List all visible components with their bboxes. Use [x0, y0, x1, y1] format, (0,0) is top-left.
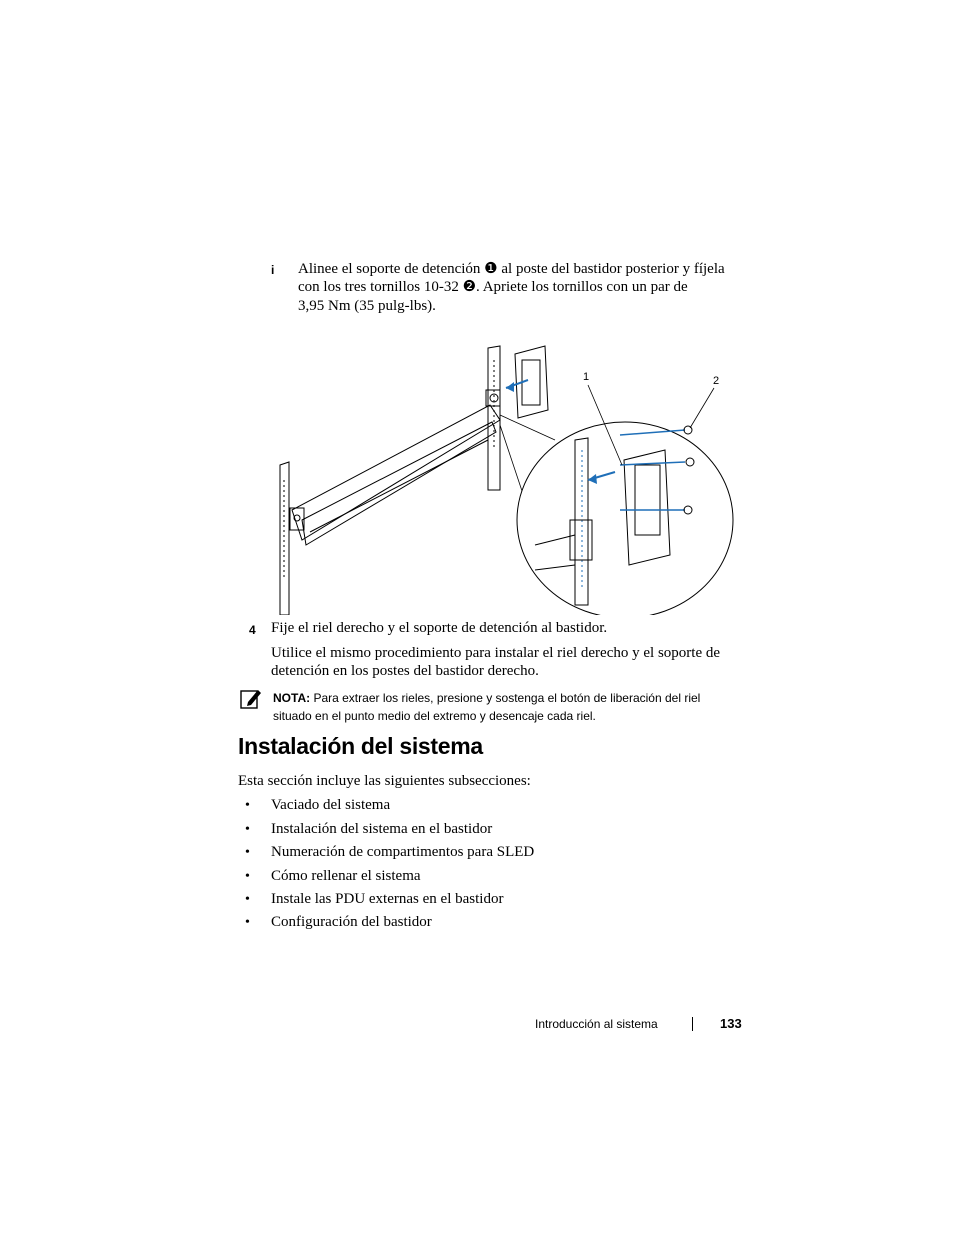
list-item-text: Cómo rellenar el sistema: [271, 868, 421, 884]
footer-separator: [692, 1017, 693, 1031]
bullet-icon: •: [245, 915, 250, 930]
note-line-2: situado en el punto medio del extremo y desencaje cada riel.: [273, 709, 596, 723]
note-line-1: [273, 689, 700, 707]
list-item-text: Configuración del bastidor: [271, 914, 432, 930]
left-rack-post: [280, 462, 289, 615]
bullet-icon: •: [245, 798, 250, 813]
step-text-line: con los tres tornillos 10-32 ❷. Apriete los tornillos con un par de: [298, 279, 688, 295]
rear-rack-post: [486, 346, 500, 490]
section-title: Instalación del sistema: [238, 733, 483, 759]
list-item-text: Instale las PDU externas en el bastidor: [271, 891, 504, 907]
detail-view: [517, 422, 733, 615]
footer-chapter: Introducción al sistema: [535, 1017, 658, 1031]
note-text: Para extraer los rieles, presione y sostenga el botón de liberación del riel: [313, 691, 701, 705]
section-intro: Esta sección incluye las siguientes subsecciones:: [238, 773, 531, 789]
bullet-icon: •: [245, 822, 250, 837]
step-para-line: Utilice el mismo procedimiento para instalar el riel derecho y el soporte de: [271, 645, 721, 661]
page-number: 133: [720, 1016, 742, 1031]
rail: [290, 405, 500, 545]
step-text-line: 3,95 Nm (35 pulg-lbs).: [298, 298, 436, 314]
step-marker: i: [271, 263, 275, 277]
pencil-note-icon: [240, 688, 262, 710]
note-label: NOTA:: [273, 691, 311, 705]
list-item-text: Numeración de compartimentos para SLED: [271, 844, 535, 860]
rail-installation-figure: [270, 340, 740, 615]
bullet-icon: •: [245, 869, 250, 884]
bullet-icon: •: [245, 892, 250, 907]
callout-2: 2: [713, 375, 720, 387]
step-marker: 4: [249, 623, 256, 637]
step-text: Fije el riel derecho y el soporte de detención al bastidor.: [271, 620, 608, 636]
list-item-text: Vaciado del sistema: [271, 797, 391, 813]
callout-1: 1: [583, 371, 590, 383]
step-para-line: detención en los postes del bastidor derecho.: [271, 663, 539, 679]
bullet-icon: •: [245, 845, 250, 860]
list-item-text: Instalación del sistema en el bastidor: [271, 821, 493, 837]
step-text-line: Alinee el soporte de detención ❶ al poste del bastidor posterior y fíjela: [298, 261, 725, 277]
zoom-line: [500, 415, 555, 440]
callout-leader: [690, 388, 714, 428]
